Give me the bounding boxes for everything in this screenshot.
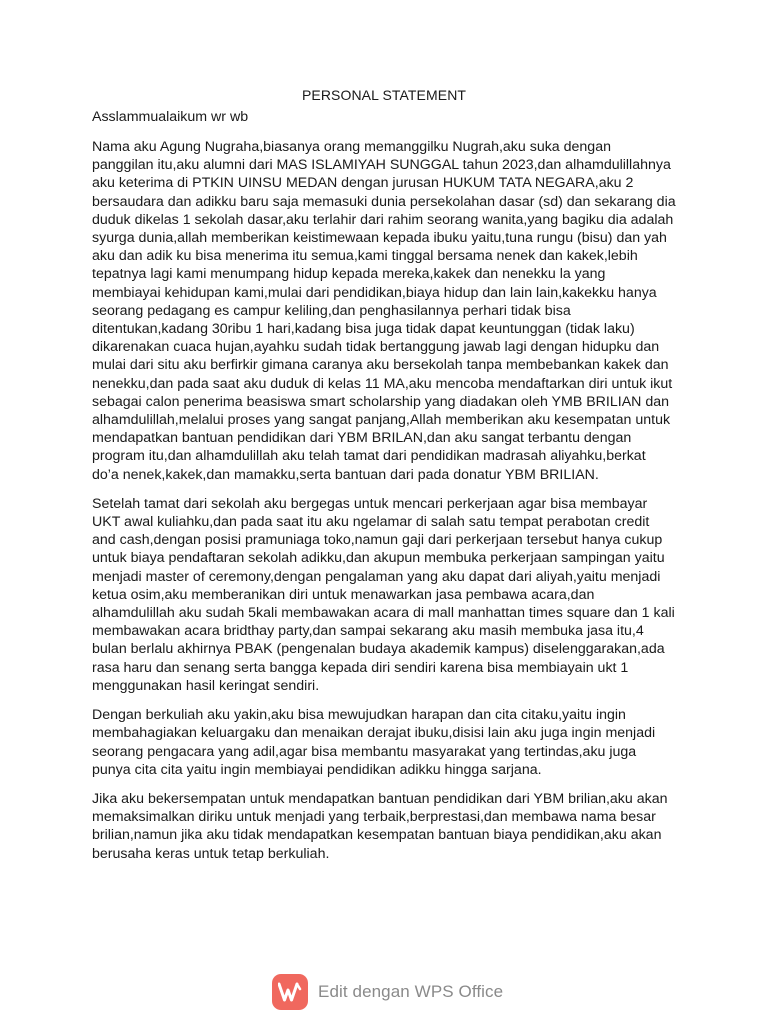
wps-edit-label: Edit dengan WPS Office <box>318 982 504 1001</box>
document-title: PERSONAL STATEMENT <box>301 87 467 103</box>
greeting-text: Asslammualaikum wr wb <box>92 109 249 125</box>
wps-edit-banner[interactable] <box>272 974 503 1010</box>
wps-office-icon <box>272 974 308 1010</box>
paragraph-2: Setelah tamat dari sekolah aku bergegas untuk mencari perkerjaan agar bisa membayar UKT awal kuliahku,dan pada saat itu aku ngelamar di salah satu tempat perabotan credit and cash,dengan posisi pramuniaga toko,namun gaji dari perkerjaan tersebut hanya cukup untuk biaya pendaftaran sekolah adikku,dan akupun membuka perkerjaan sampingan yaitu menjadi master of ceremony,dengan pengalaman yang aku dapat dari aliyah,yaitu menjadi ketua osim,aku memberanikan diri untuk menawarkan jasa pembawa acara,dan alhamdulillah aku sudah 5kali membawakan acara di mall manhattan times square dan 1 kali membawakan acara bridthay party,dan sampai sekarang aku masih membuka jasa itu,4 bulan berlalu akhirnya PBAK (pengenalan budaya akademik kampus) diselenggarakan,ada rasa haru dan senang serta bangga kepada diri sendiri karena bisa membiayain ukt 1 menggunakan hasil keringat sendiri. <box>92 495 675 694</box>
paragraph-4: Jika aku bekersempatan untuk mendapatkan bantuan pendidikan dari YBM brilian,aku akan memaksimalkan diriku untuk menjadi yang terbaik,berprestasi,dan membawa nama besar brilian,namun jika aku tidak mendapatkan kesempatan bantuan biaya pendidikan,aku akan berusaha keras untuk tetap berkuliah. <box>92 790 668 862</box>
paragraph-1: Nama aku Agung Nugraha,biasanya orang memanggilku Nugrah,aku suka dengan panggilan itu,aku alumni dari MAS ISLAMIYAH SUNGGAL tahun 2023,dan alhamdulillahnya aku keterima di PTKIN UINSU MEDAN dengan jurusan HUKUM TATA NEGARA,aku 2 bersaudara dan adikku baru saja memasuki dunia persekolahan dasar (sd) dan sekarang dia duduk dikelas 1 sekolah dasar,aku terlahir dari rahim seorang wanita,yang bagiku dia adalah syurga dunia,allah memberikan keistimewaan kepada ibuku yaitu,tuna rungu (bisu) dan yah aku dan adik ku bisa menerima itu semua,kami tinggal bersama nenek dan kakek,lebih tepatnya lagi kami menumpang hidup kepada mereka,kakek dan nenekku la yang membiayai kehidupan kami,mulai dari pendidikan,biaya hidup dan lain lain,kakekku hanya seorang pedagang es campur keliling,dan penghasilannya perhari tidak bisa ditentukan,kadang 30ribu 1 hari,kadang bisa juga tidak dapat keuntunggan (tidak laku) dikarenakan cuaca hujan,ayahku sudah tidak bertanggung jawab lagi dengan hidupku dan mulai dari situ aku berfirkir gimana caranya aku bersekolah tanpa membebankan kakek dan nenekku,dan pada saat aku duduk di kelas 11 MA,aku mencoba mendaftarkan diri untuk ikut sebagai calon penerima beasiswa smart scholarship yang diadakan oleh YMB BRILIAN dan alhamdulillah,melalui proses yang sangat panjang,Allah memberikan aku kesempatan untuk mendapatkan bantuan pendidikan dari YBM BRILAN,dan aku sangat terbantu dengan program itu,dan alhamdulillah aku telah tamat dari pendidikan madrasah aliyahku,berkat do’a nenek,kakek,dan mamakku,serta bantuan dari pada donatur YBM BRILIAN. <box>92 139 676 483</box>
paragraph-3: Dengan berkuliah aku yakin,aku bisa mewujudkan harapan dan cita citaku,yaitu ingin membahagiakan keluargaku dan menaikan derajat ibuku,disisi lain aku juga ingin menjadi seorang pengacara yang adil,agar bisa membantu masyarakat yang tertindas,aku juga punya cita cita yaitu ingin membiayai pendidikan adikku hingga sarjana. <box>92 707 656 778</box>
